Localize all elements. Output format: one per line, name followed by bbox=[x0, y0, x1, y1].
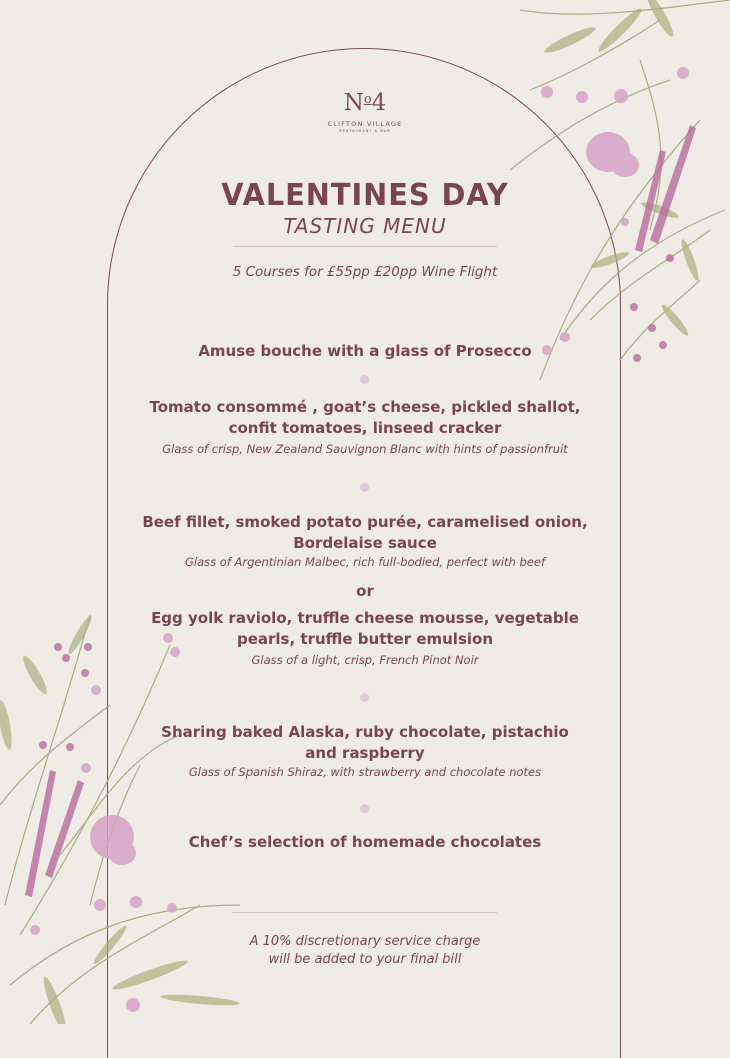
course-divider-dot bbox=[360, 483, 369, 492]
course-3-dish bbox=[0, 512, 730, 554]
menu-title: VALENTINES DAY bbox=[221, 178, 509, 213]
logo-tagline: RESTAURANT & BAR bbox=[339, 129, 391, 133]
dish-line: Beef fillet, smoked potato purée, caramelised onion, bbox=[142, 513, 588, 531]
logo-superscript: o bbox=[363, 92, 372, 107]
course-divider-dot bbox=[360, 804, 369, 813]
menu-subtitle: TASTING MENU bbox=[283, 214, 447, 238]
pricing-text: 5 Courses for £55pp £20pp Wine Flight bbox=[232, 264, 498, 280]
logo-mark bbox=[0, 90, 730, 116]
course-5-dish bbox=[0, 832, 730, 853]
course-divider-dot bbox=[360, 375, 369, 384]
course-4-wine: Glass of Spanish Shiraz, with strawberry and chocolate notes bbox=[188, 765, 542, 779]
course-3-alt-dish bbox=[0, 608, 730, 650]
dish-line: Tomato consommé , goat’s cheese, pickled shallot, bbox=[149, 398, 581, 416]
course-2-wine: Glass of crisp, New Zealand Sauvignon Blanc with hints of passionfruit bbox=[162, 442, 568, 456]
logo-letter: N bbox=[343, 90, 364, 116]
note-line: A 10% discretionary service charge bbox=[249, 934, 481, 949]
course-3-wine: Glass of Argentinian Malbec, rich full-bodied, perfect with beef bbox=[185, 555, 545, 569]
footer-divider bbox=[232, 912, 497, 913]
course-1-dish bbox=[0, 341, 730, 362]
course-2-dish bbox=[0, 397, 730, 439]
service-charge-note bbox=[0, 933, 730, 969]
dish-line: Sharing baked Alaska, ruby chocolate, pistachio bbox=[161, 723, 569, 741]
dish-line: pearls, truffle butter emulsion bbox=[236, 630, 494, 648]
dish-line: confit tomatoes, linseed cracker bbox=[228, 419, 502, 437]
course-3-or-separator: or bbox=[356, 582, 374, 600]
dish-line: Bordelaise sauce bbox=[293, 534, 437, 552]
course-divider-dot bbox=[360, 693, 369, 702]
note-line: will be added to your final bill bbox=[268, 952, 462, 967]
logo-number: 4 bbox=[371, 90, 387, 116]
dish-line: Amuse bouche with a glass of Prosecco bbox=[198, 342, 532, 360]
dish-line: Egg yolk raviolo, truffle cheese mousse, vegetable bbox=[151, 609, 579, 627]
dish-line: and raspberry bbox=[305, 744, 425, 762]
logo-name: CLIFTON VILLAGE bbox=[327, 120, 403, 128]
title-divider bbox=[233, 246, 497, 247]
course-3-alt-wine: Glass of a light, crisp, French Pinot Noir bbox=[251, 653, 479, 667]
course-4-dish bbox=[0, 722, 730, 764]
dish-line: Chef’s selection of homemade chocolates bbox=[188, 833, 542, 851]
